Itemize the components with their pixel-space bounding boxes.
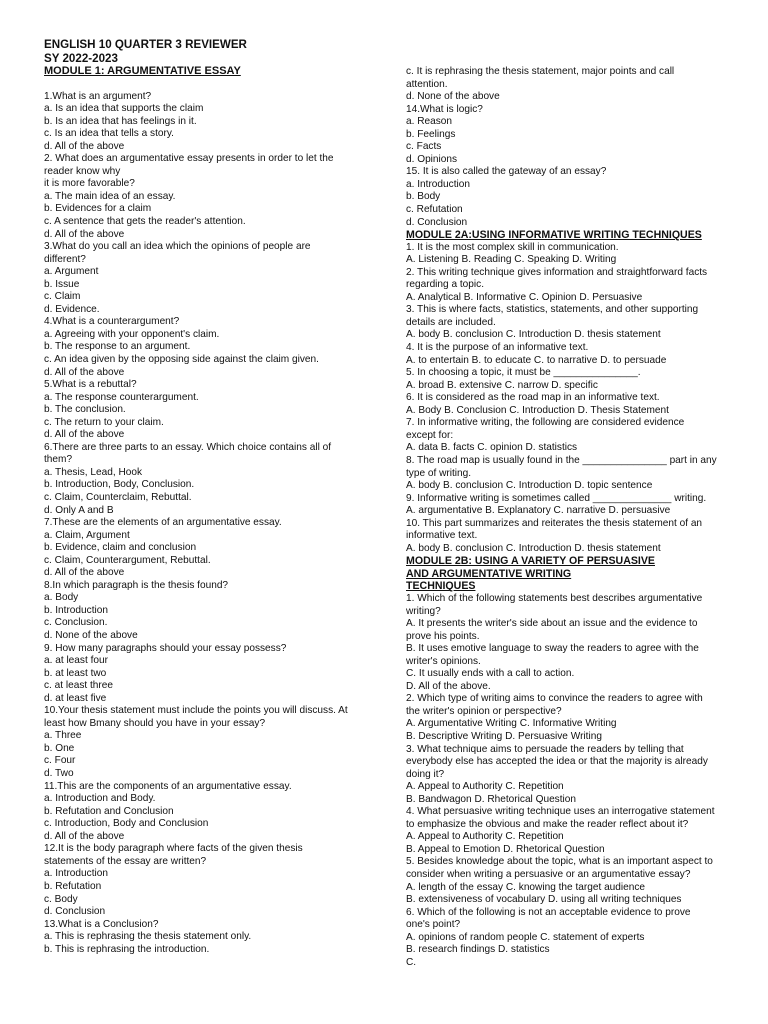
text-line: consider when writing a persuasive or an argumentative essay? — [406, 869, 691, 880]
text-line: 3. This is where facts, statistics, statements, and other supporting — [406, 304, 699, 316]
text-line: 8.In which paragraph is the thesis found? — [44, 579, 229, 591]
text-line: c. Claim, Counterclaim, Rebuttal. — [44, 492, 192, 503]
text-line: type of writing. — [406, 467, 472, 479]
text-line: b. Introduction, Body, Conclusion. — [44, 479, 195, 491]
text-line: 2. This writing technique gives information and straightforward facts — [406, 266, 708, 278]
text-line: 8. The road map is usually found in the _______________ part in any — [406, 454, 717, 466]
text-line: it is more favorable? — [44, 178, 135, 190]
text-line: a. at least four — [44, 655, 108, 667]
text-line: b. Evidences for a claim — [44, 203, 152, 215]
right-column — [406, 66, 722, 969]
module-heading: AND ARGUMENTATIVE WRITING — [406, 567, 572, 580]
text-line: d. at least five — [44, 692, 107, 704]
text-line: the writer's opinion or perspective? — [406, 705, 562, 717]
text-line: least how Bmany should you have in your essay? — [44, 717, 266, 729]
text-line: details are included. — [406, 316, 496, 328]
text-line: 1.What is an argument? — [44, 90, 152, 102]
text-line: a. Introduction — [44, 868, 108, 880]
text-line: A. broad B. extensive C. narrow D. specific — [406, 379, 598, 391]
text-line: c. Introduction, Body and Conclusion — [44, 818, 209, 830]
text-line: B. Descriptive Writing D. Persuasive Writing — [406, 730, 602, 742]
text-line: C. — [406, 956, 417, 968]
text-line: d. All of the above — [44, 228, 125, 240]
text-line: d. All of the above — [44, 429, 125, 441]
text-line: c. Four — [44, 755, 76, 767]
text-line: d. None of the above — [406, 91, 500, 103]
text-line: A. argumentative B. Explanatory C. narrative D. persuasive — [406, 505, 671, 517]
text-line: d. All of the above — [44, 567, 125, 579]
text-line: c. Claim — [44, 291, 81, 303]
text-line: 10. This part summarizes and reiterates the thesis statement of an — [406, 517, 703, 529]
text-line: attention. — [406, 78, 448, 90]
text-line: reader know why — [44, 165, 121, 177]
text-line: A. Argumentative Writing C. Informative Writing — [406, 718, 617, 730]
text-line: b. at least two — [44, 667, 107, 679]
text-line: c. Body — [44, 893, 78, 905]
text-line: 6. It is considered as the road map in an informative text. — [406, 392, 660, 404]
text-line: 2. Which type of writing aims to convince the readers to agree with — [406, 693, 703, 705]
text-line: c. Refutation — [406, 204, 463, 216]
text-line: everybody else has accepted the idea or that the majority is already — [406, 756, 708, 768]
text-line: one's point? — [406, 919, 461, 931]
text-line: b. Feelings — [406, 128, 456, 140]
text-line: informative text. — [406, 530, 478, 542]
text-line: d. Opinions — [406, 153, 458, 165]
text-line: b. Issue — [44, 278, 80, 290]
document-title: ENGLISH 10 QUARTER 3 REVIEWER — [44, 38, 247, 51]
text-line: a. Introduction — [406, 178, 470, 190]
text-line: A. length of the essay C. knowing the target audience — [406, 881, 646, 893]
text-line: c. Facts — [406, 141, 442, 153]
text-line: a. Reason — [406, 116, 453, 128]
text-line: a. Introduction and Body. — [44, 793, 156, 805]
text-line: A. data B. facts C. opinion D. statistics — [406, 442, 578, 454]
module-heading: MODULE 2B: USING A VARIETY OF PERSUASIVE — [406, 555, 655, 568]
text-line: b. This is rephrasing the introduction. — [44, 943, 210, 955]
text-line: 5. In choosing a topic, it must be _______________. — [406, 367, 641, 379]
text-line: to emphasize the obvious and make the reader reflect about it? — [406, 818, 689, 830]
spacer — [44, 79, 398, 91]
text-line: A. to entertain B. to educate C. to narrative D. to persuade — [406, 354, 667, 366]
text-line: d. All of the above — [44, 366, 125, 378]
text-line: statements of the essay are written? — [44, 855, 207, 867]
text-line: a. The response counterargument. — [44, 391, 199, 403]
text-line: d. Only A and B — [44, 504, 114, 516]
text-line: 4. What persuasive writing technique uses an interrogative statement — [406, 806, 715, 818]
text-line: a. The main idea of an essay. — [44, 190, 176, 202]
text-line: A. opinions of random people C. statement of experts — [406, 931, 645, 943]
text-line: doing it? — [406, 768, 445, 780]
text-line: b. Refutation — [44, 880, 102, 892]
text-line: A. Appeal to Authority C. Repetition — [406, 781, 564, 793]
text-line: except for: — [406, 429, 454, 441]
text-line: b. One — [44, 742, 75, 754]
text-line: d. Evidence. — [44, 303, 100, 315]
text-line: A. Appeal to Authority C. Repetition — [406, 831, 564, 843]
text-line: 15. It is also called the gateway of an essay? — [406, 166, 607, 178]
text-line: b. The response to an argument. — [44, 341, 191, 353]
text-line: C. It usually ends with a call to action. — [406, 668, 575, 680]
text-line: a. Three — [44, 730, 82, 742]
text-line: c. A sentence that gets the reader's attention. — [44, 215, 246, 227]
text-line: d. Conclusion — [44, 906, 106, 918]
text-line: 4.What is a counterargument? — [44, 316, 180, 328]
module-1-heading: MODULE 1: ARGUMENTATIVE ESSAY — [44, 65, 241, 77]
text-line: 7. In informative writing, the following are considered evidence — [406, 417, 685, 429]
text-line: c. Is an idea that tells a story. — [44, 128, 174, 140]
text-line: B. Appeal to Emotion D. Rhetorical Question — [406, 843, 605, 855]
text-line: 2. What does an argumentative essay presents in order to let the — [44, 153, 334, 165]
text-line: 11.This are the components of an argumentative essay. — [44, 780, 292, 792]
text-line: B. research findings D. statistics — [406, 944, 550, 956]
text-line: c. Conclusion. — [44, 617, 108, 629]
school-year: SY 2022-2023 — [44, 51, 118, 65]
text-line: 12.It is the body paragraph where facts of the given thesis — [44, 843, 303, 855]
text-line: A. Analytical B. Informative C. Opinion D. Persuasive — [406, 291, 643, 303]
text-line: writer's opinions. — [406, 655, 481, 667]
text-line: 9. How many paragraphs should your essay possess? — [44, 642, 287, 654]
text-line: 13.What is a Conclusion? — [44, 918, 159, 930]
text-line: D. All of the above. — [406, 680, 491, 692]
text-line: c. It is rephrasing the thesis statement, major points and call — [406, 66, 675, 77]
text-line: a. This is rephrasing the thesis statement only. — [44, 931, 252, 943]
text-line: 6. Which of the following is not an acceptable evidence to prove — [406, 906, 691, 918]
text-line: A. It presents the writer's side about an issue and the evidence to — [406, 618, 698, 630]
text-line: 3. What technique aims to persuade the readers by telling that — [406, 743, 684, 755]
text-line: b. The conclusion. — [44, 404, 126, 416]
text-line: 14.What is logic? — [406, 103, 483, 115]
text-line: regarding a topic. — [406, 279, 484, 291]
text-line: b. Is an idea that has feelings in it. — [44, 115, 197, 127]
text-line: A. body B. conclusion C. Introduction D. topic sentence — [406, 480, 653, 492]
text-line: a. Is an idea that supports the claim — [44, 103, 204, 115]
text-line: 5.What is a rebuttal? — [44, 379, 137, 391]
text-line: d. All of the above — [44, 830, 125, 842]
module-heading: MODULE 2A:USING INFORMATIVE WRITING TECHNIQUES — [406, 229, 702, 242]
text-line: 1. Which of the following statements best describes argumentative — [406, 592, 703, 604]
text-line: B. It uses emotive language to sway the readers to agree with the — [406, 643, 699, 655]
text-line: c. at least three — [44, 680, 114, 692]
text-line: 5. Besides knowledge about the topic, what is an important aspect to — [406, 856, 713, 868]
text-line: c. An idea given by the opposing side against the claim given. — [44, 353, 319, 365]
text-line: 3.What do you call an idea which the opinions of people are — [44, 241, 311, 253]
text-line: 1. It is the most complex skill in communication. — [406, 241, 619, 253]
text-line: B. extensiveness of vocabulary D. using all writing techniques — [406, 894, 682, 906]
text-line: a. Agreeing with your opponent's claim. — [44, 328, 220, 340]
text-line: d. Two — [44, 768, 74, 780]
text-line: A. Listening B. Reading C. Speaking D. Writing — [406, 254, 617, 266]
text-line: 10.Your thesis statement must include the points you will discuss. At — [44, 705, 348, 717]
text-line: a. Thesis, Lead, Hook — [44, 466, 143, 478]
text-line: B. Bandwagon D. Rhetorical Question — [406, 793, 577, 805]
text-line: 4. It is the purpose of an informative text. — [406, 342, 589, 354]
text-line: a. Claim, Argument — [44, 529, 130, 541]
text-line: b. Refutation and Conclusion — [44, 805, 174, 817]
module-heading: TECHNIQUES — [406, 580, 476, 593]
text-line: different? — [44, 253, 86, 265]
text-line: A. Body B. Conclusion C. Introduction D. Thesis Statement — [406, 404, 669, 416]
text-line: d. Conclusion — [406, 216, 468, 228]
text-line: d. None of the above — [44, 630, 138, 642]
text-line: a. Body — [44, 592, 79, 604]
text-line: them? — [44, 454, 73, 466]
text-line: c. Claim, Counterargument, Rebuttal. — [44, 554, 211, 566]
text-line: a. Argument — [44, 266, 99, 278]
text-line: writing? — [406, 605, 441, 617]
text-line: 9. Informative writing is sometimes called ______________ writing. — [406, 492, 707, 504]
text-line: prove his points. — [406, 630, 480, 642]
text-line: c. The return to your claim. — [44, 416, 164, 428]
text-line: d. All of the above — [44, 140, 125, 152]
text-line: b. Introduction — [44, 604, 108, 616]
text-line: A. body B. conclusion C. Introduction D. thesis statement — [406, 542, 661, 554]
text-line: b. Body — [406, 191, 441, 203]
left-column — [44, 38, 398, 956]
text-line: b. Evidence, claim and conclusion — [44, 542, 197, 554]
text-line: 6.There are three parts to an essay. Which choice contains all of — [44, 441, 332, 453]
text-line: A. body B. conclusion C. Introduction D. thesis statement — [406, 329, 661, 341]
text-line: 7.These are the elements of an argumentative essay. — [44, 517, 282, 529]
